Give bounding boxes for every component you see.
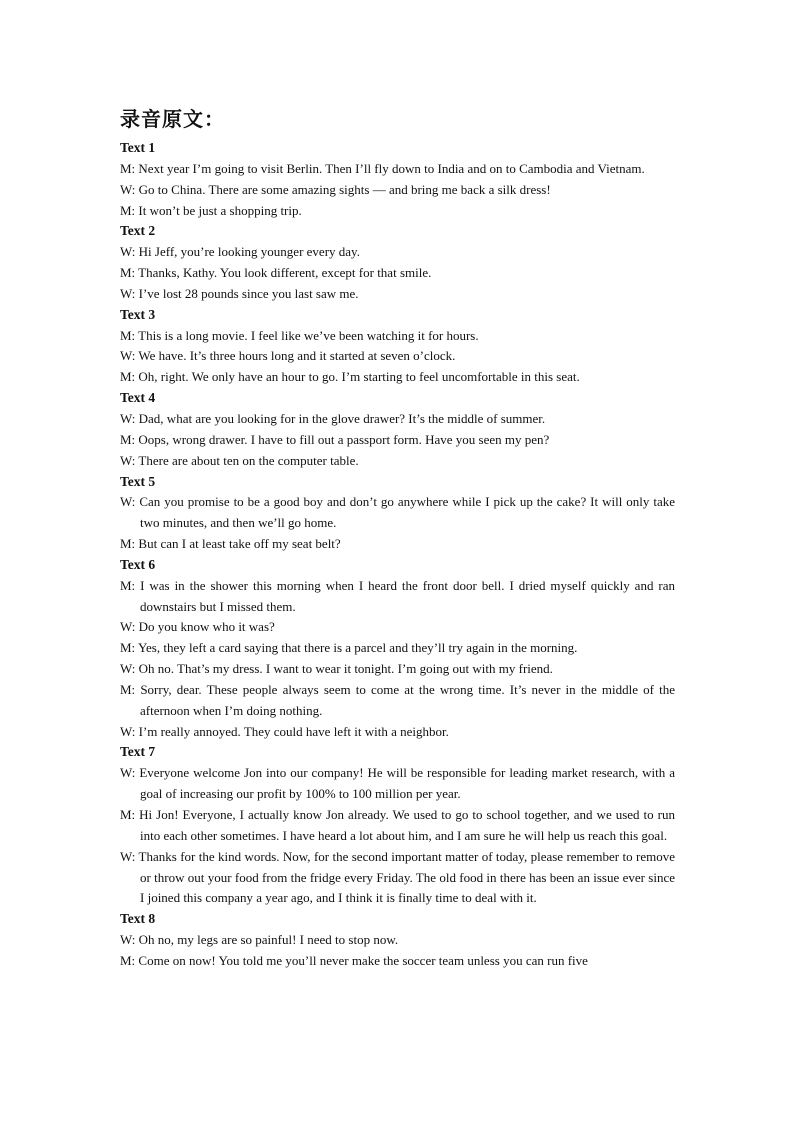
section-title: Text 8 xyxy=(120,911,156,927)
dialogue-line: M: Oops, wrong drawer. I have to fill out a passport form. Have you seen my pen? xyxy=(120,431,550,447)
dialogue-line: W: Go to China. There are some amazing sights — and bring me back a silk dress! xyxy=(120,181,551,197)
dialogue-line: M: Oh, right. We only have an hour to go. I’m starting to feel uncomfortable in this seat. xyxy=(120,369,580,385)
section-title: Text 3 xyxy=(120,306,156,322)
dialogue-line: W: Can you promise to be a good boy and don’t go anywhere while I pick up the cake? It will only take two minutes, and then we’ll go home. xyxy=(120,494,675,531)
dialogue-line: W: I’ve lost 28 pounds since you last saw me. xyxy=(120,285,359,301)
dialogue-line: M: Next year I’m going to visit Berlin. Then I’ll fly down to India and on to Cambodia and Vietnam. xyxy=(120,160,645,176)
dialogue-line: M: I was in the shower this morning when I heard the front door bell. I dried myself quickly and ran downstairs but I missed them. xyxy=(120,577,675,614)
section-title: Text 1 xyxy=(120,140,156,155)
section-title: Text 4 xyxy=(120,390,156,406)
dialogue-line: W: There are about ten on the computer table. xyxy=(120,452,359,468)
dialogue-line: W: Dad, what are you looking for in the glove drawer? It’s the middle of summer. xyxy=(120,410,546,426)
dialogue-line: W: Do you know who it was? xyxy=(120,619,275,635)
dialogue-line: W: Oh no. That’s my dress. I want to wear it tonight. I’m going out with my friend. xyxy=(120,661,553,677)
dialogue-line: W: We have. It’s three hours long and it started at seven o’clock. xyxy=(120,348,456,364)
dialogue-line: W: Oh no, my legs are so painful! I need to stop now. xyxy=(120,932,399,948)
dialogue-line: M: Yes, they left a card saying that there is a parcel and they’ll try again in the morning. xyxy=(120,640,578,656)
section-title: Text 6 xyxy=(120,556,156,572)
section-title: Text 5 xyxy=(120,473,156,489)
dialogue-line: M: This is a long movie. I feel like we’ve been watching it for hours. xyxy=(120,327,479,343)
dialogue-line: M: Hi Jon! Everyone, I actually know Jon already. We used to go to school together, and we used to run into each other sometimes. I have heard a lot about him, and I am sure he will help us reach this goal. xyxy=(120,807,675,843)
dialogue-line: W: Everyone welcome Jon into our company! He will be responsible for leading market research, with a goal of increasing our profit by 100% to 100 million per year. xyxy=(120,765,675,802)
section-title: Text 2 xyxy=(120,223,156,239)
dialogue-line: M: But can I at least take off my seat belt? xyxy=(120,536,341,552)
dialogue-line: M: Thanks, Kathy. You look different, except for that smile. xyxy=(120,265,432,281)
dialogue-line: M: Come on now! You told me you’ll never make the soccer team unless you can run five xyxy=(120,952,588,968)
section-title: Text 7 xyxy=(120,744,156,760)
dialogue-line: W: Thanks for the kind words. Now, for the second important matter of today, please remember to remove or throw out your food from the fridge every Friday. The old food in there has been an issue ever since I joined this company a year ago, and I think it is finally time to deal with it. xyxy=(120,848,675,906)
dialogue-line: M: Sorry, dear. These people always seem to come at the wrong time. It’s never in the middle of the afternoon when I’m doing nothing. xyxy=(120,681,675,718)
dialogue-line: W: Hi Jeff, you’re looking younger every day. xyxy=(120,244,360,260)
transcript-content xyxy=(120,138,675,972)
page-heading: 录音原文： xyxy=(120,107,225,131)
dialogue-line: W: I’m really annoyed. They could have left it with a neighbor. xyxy=(120,723,449,739)
dialogue-line: M: It won’t be just a shopping trip. xyxy=(120,202,302,218)
